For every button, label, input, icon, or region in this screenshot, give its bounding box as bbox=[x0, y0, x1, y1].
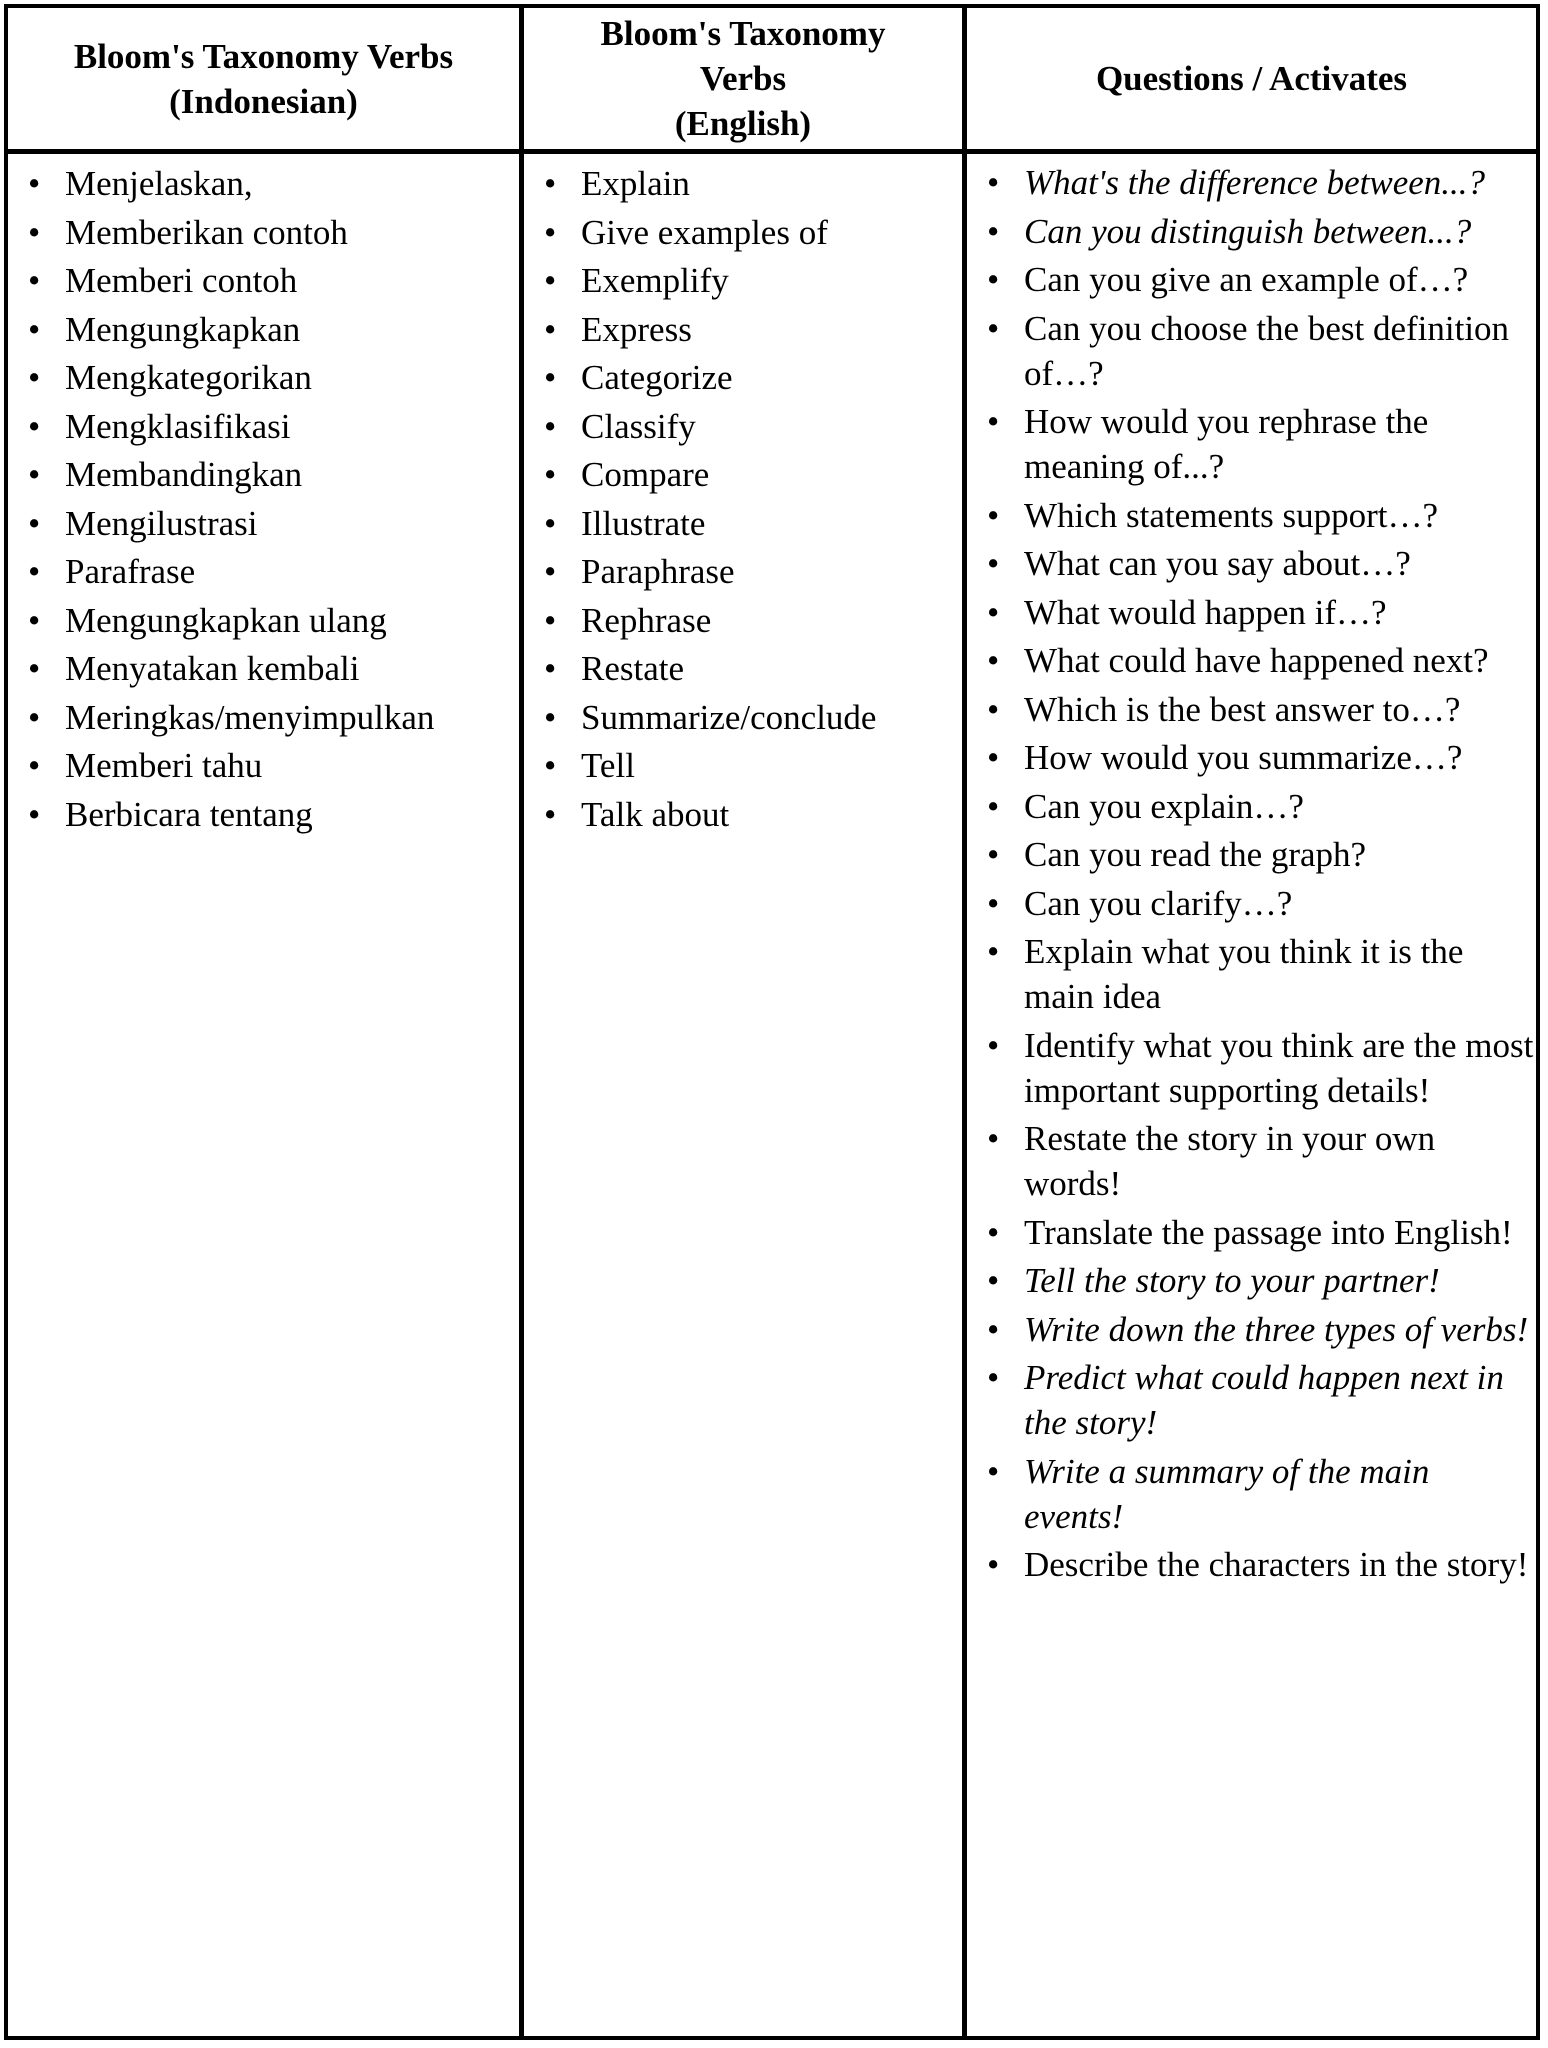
list-item-text: Tell the story to your partner! bbox=[1024, 1261, 1440, 1300]
list-item-text: Which statements support…? bbox=[1024, 495, 1439, 535]
list-item bbox=[8, 500, 519, 549]
header-indonesian-line-2: (Indonesian) bbox=[169, 81, 358, 121]
header-indonesian bbox=[8, 8, 519, 149]
list-item-text: Mengungkapkan ulang bbox=[65, 600, 387, 640]
list-item bbox=[8, 403, 519, 452]
list-item-text: Mengilustrasi bbox=[65, 503, 258, 543]
list-item-text: Tell bbox=[581, 746, 635, 785]
list-item bbox=[524, 500, 962, 549]
list-item-text: How would you summarize…? bbox=[1024, 738, 1463, 777]
list-item-text: Restate bbox=[581, 649, 685, 688]
list-item bbox=[8, 257, 519, 306]
header-indonesian-line-1: Bloom's Taxonomy Verbs bbox=[73, 36, 454, 76]
list-item-text: Berbicara tentang bbox=[65, 794, 313, 834]
list-item bbox=[8, 694, 519, 743]
list-item-text: Compare bbox=[581, 455, 710, 494]
header-english-line-2: Verbs bbox=[699, 59, 787, 98]
column-questions bbox=[967, 154, 1536, 2036]
list-item bbox=[967, 399, 1536, 489]
list-item-text: Rephrase bbox=[581, 600, 712, 640]
list-item bbox=[967, 687, 1536, 732]
column-english bbox=[524, 154, 962, 2036]
list-item-text: Identify what you think are the most important supporting details! bbox=[1024, 1025, 1534, 1110]
list-item bbox=[967, 832, 1536, 877]
list-item bbox=[8, 451, 519, 500]
list-item-text: Describe the characters in the story! bbox=[1024, 1545, 1529, 1584]
list-item-text: Memberi contoh bbox=[65, 261, 298, 300]
list-item-text: Translate the passage into English! bbox=[1024, 1212, 1513, 1252]
list-item bbox=[524, 597, 962, 646]
list-item bbox=[524, 160, 962, 209]
list-item bbox=[8, 306, 519, 355]
column-indonesian bbox=[8, 154, 519, 2036]
list-item-text: What would happen if…? bbox=[1024, 592, 1387, 632]
list-item bbox=[524, 694, 962, 743]
list-item bbox=[8, 548, 519, 597]
list-item-text: Classify bbox=[581, 406, 696, 446]
list-item bbox=[967, 929, 1536, 1019]
list-item bbox=[967, 493, 1536, 538]
list-item bbox=[967, 257, 1536, 302]
list-item bbox=[967, 1258, 1536, 1303]
list-item bbox=[524, 403, 962, 452]
list-item bbox=[8, 209, 519, 258]
list-item-text: Talk about bbox=[581, 794, 730, 834]
header-english-line-3: (English) bbox=[674, 104, 812, 143]
list-item bbox=[967, 1542, 1536, 1587]
list-item-text: Restate the story in your own words! bbox=[1024, 1119, 1436, 1203]
list-item-text: Which is the best answer to…? bbox=[1024, 689, 1461, 729]
list-item-text: Give examples of bbox=[581, 212, 828, 252]
list-item bbox=[524, 257, 962, 306]
list-item bbox=[8, 597, 519, 646]
indonesian-verb-list bbox=[8, 154, 519, 839]
list-item bbox=[967, 638, 1536, 683]
list-item-text: Can you choose the best definition of…? bbox=[1024, 308, 1510, 393]
list-item bbox=[967, 1449, 1536, 1539]
list-item bbox=[8, 354, 519, 403]
list-item bbox=[524, 209, 962, 258]
list-item-text: Explain bbox=[581, 164, 690, 203]
list-item bbox=[8, 160, 519, 209]
list-item bbox=[967, 541, 1536, 586]
list-item bbox=[8, 645, 519, 694]
list-item-text: Meringkas/menyimpulkan bbox=[65, 697, 435, 737]
question-list bbox=[967, 154, 1536, 1587]
list-item-text: Memberi tahu bbox=[65, 746, 263, 785]
list-item-text: Exemplify bbox=[581, 261, 729, 300]
list-item-text: What can you say about…? bbox=[1024, 544, 1411, 583]
list-item-text: Can you clarify…? bbox=[1024, 883, 1293, 923]
list-item bbox=[967, 1116, 1536, 1206]
list-item-text: Can you give an example of…? bbox=[1024, 260, 1469, 299]
list-item-text: Mengklasifikasi bbox=[65, 406, 291, 446]
list-item-text: Explain what you think it is the main idea bbox=[1024, 932, 1464, 1016]
list-item bbox=[967, 1210, 1536, 1255]
header-english bbox=[524, 8, 962, 149]
list-item bbox=[967, 160, 1536, 205]
list-item bbox=[967, 1355, 1536, 1445]
list-item-text: Memberikan contoh bbox=[65, 212, 348, 252]
english-verb-list bbox=[524, 154, 962, 839]
list-item-text: What could have happened next? bbox=[1024, 641, 1489, 680]
list-item-text: Menyatakan kembali bbox=[65, 649, 360, 688]
list-item-text: Paraphrase bbox=[581, 552, 735, 591]
list-item-text: Predict what could happen next in the story! bbox=[1024, 1358, 1504, 1442]
list-item bbox=[967, 784, 1536, 829]
list-item-text: Illustrate bbox=[581, 503, 706, 543]
list-item-text: Menjelaskan, bbox=[65, 164, 253, 203]
list-item bbox=[967, 881, 1536, 926]
list-item-text: Mengungkapkan bbox=[65, 309, 301, 349]
list-item bbox=[967, 735, 1536, 780]
list-item-text: Write down the three types of verbs! bbox=[1024, 1309, 1529, 1349]
header-questions bbox=[967, 8, 1536, 149]
list-item-text: Summarize/conclude bbox=[581, 697, 877, 737]
list-item-text: Write a summary of the main events! bbox=[1024, 1451, 1430, 1536]
list-item-text: Parafrase bbox=[65, 552, 196, 591]
list-item-text: What's the difference between...? bbox=[1024, 163, 1486, 202]
list-item-text: Express bbox=[581, 309, 692, 349]
header-english-line-1: Bloom's Taxonomy bbox=[600, 14, 886, 53]
list-item-text: Can you distinguish between...? bbox=[1024, 211, 1472, 251]
list-item bbox=[524, 791, 962, 840]
list-item-text: How would you rephrase the meaning of...? bbox=[1024, 402, 1429, 486]
list-item bbox=[524, 548, 962, 597]
list-item-text: Membandingkan bbox=[65, 455, 303, 494]
list-item bbox=[967, 590, 1536, 635]
list-item bbox=[524, 645, 962, 694]
list-item bbox=[967, 209, 1536, 254]
list-item bbox=[524, 354, 962, 403]
list-item bbox=[8, 791, 519, 840]
list-item bbox=[967, 1307, 1536, 1352]
list-item bbox=[524, 306, 962, 355]
list-item bbox=[524, 451, 962, 500]
list-item bbox=[8, 742, 519, 791]
list-item bbox=[967, 1023, 1536, 1113]
list-item-text: Categorize bbox=[581, 358, 733, 397]
list-item bbox=[524, 742, 962, 791]
list-item bbox=[967, 306, 1536, 396]
list-item-text: Mengkategorikan bbox=[65, 358, 312, 397]
bloom-taxonomy-table bbox=[4, 4, 1540, 2040]
list-item-text: Can you read the graph? bbox=[1024, 835, 1367, 874]
header-questions-line-1: Questions / Activates bbox=[1095, 59, 1408, 98]
list-item-text: Can you explain…? bbox=[1024, 786, 1304, 826]
